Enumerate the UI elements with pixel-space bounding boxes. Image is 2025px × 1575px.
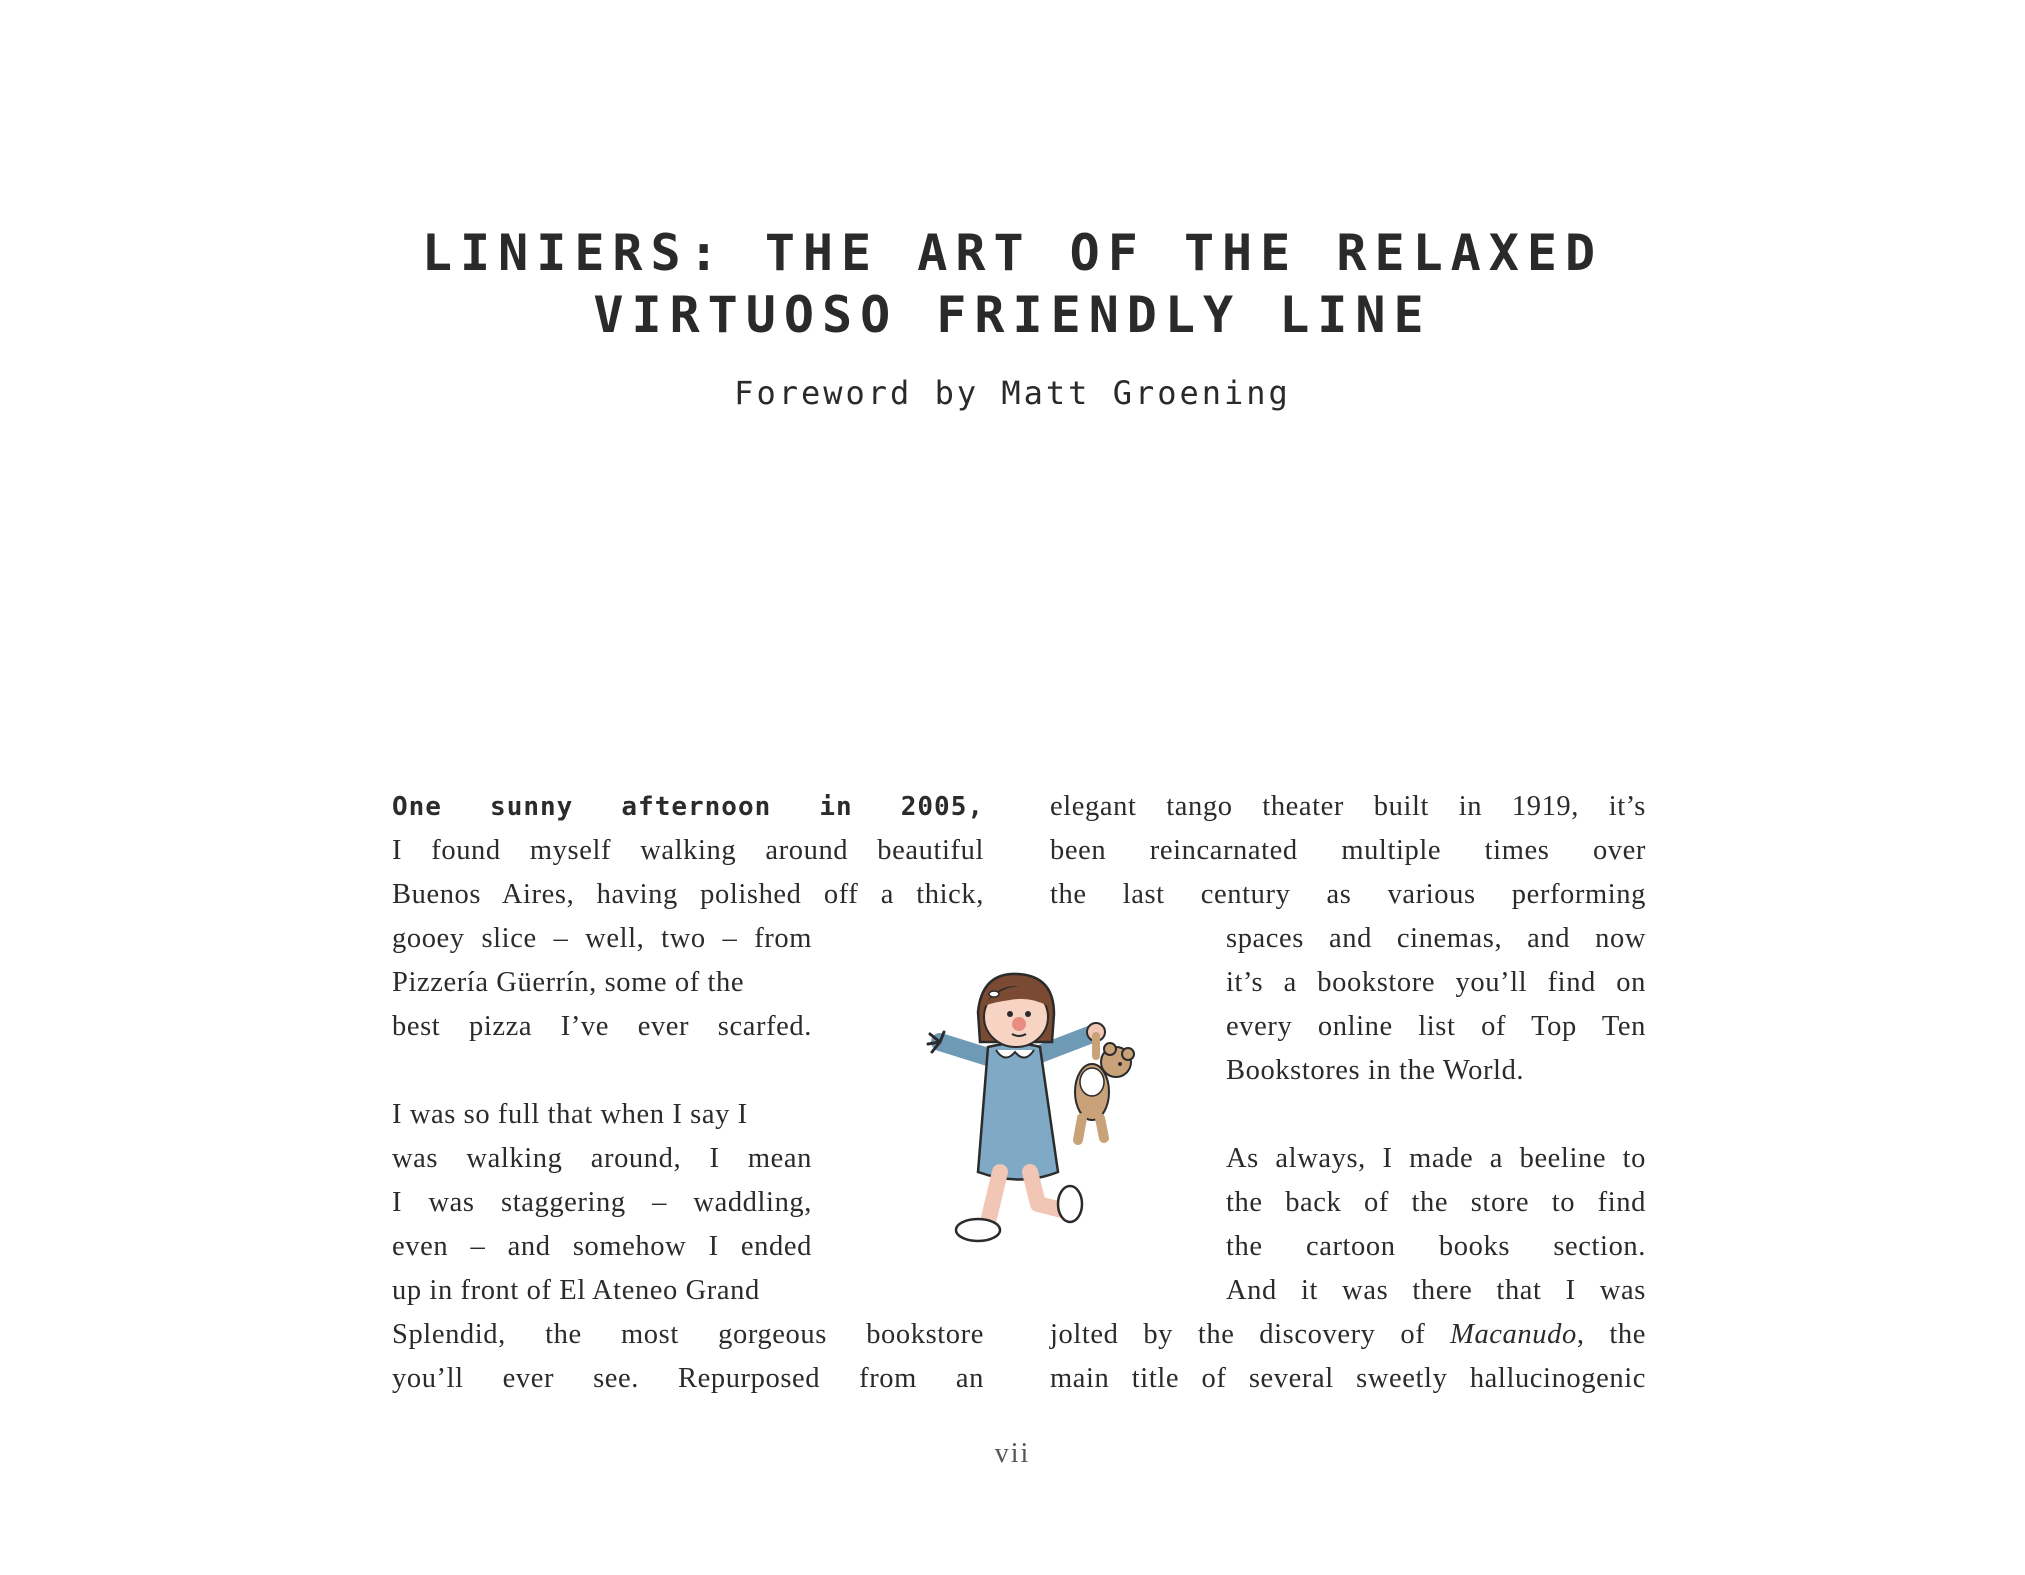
body-line: the last century as various performing: [1050, 879, 1646, 910]
body-line: the back of the store to find: [1226, 1187, 1646, 1218]
girl-dress: [978, 1044, 1058, 1180]
body-line: elegant tango theater built in 1919, it’s: [1050, 791, 1646, 822]
girl-left-shoe: [956, 1219, 1000, 1241]
body-line: best pizza I’ve ever scarfed.: [392, 1011, 812, 1042]
teddy-bear-legs: [1078, 1118, 1104, 1140]
body-line: I was so full that when I say I: [392, 1099, 748, 1130]
girl-left-leg: [988, 1172, 1000, 1222]
teddy-bear: [1075, 1036, 1134, 1140]
body-line: the cartoon books section.: [1226, 1231, 1646, 1262]
body-line: main title of several sweetly hallucinogenic: [1050, 1363, 1646, 1394]
body-line: was walking around, I mean: [392, 1143, 812, 1174]
lead-in-phrase: One sunny afternoon in 2005,: [392, 792, 984, 822]
body-line: I was staggering – waddling,: [392, 1187, 812, 1218]
chapter-title-line-2: VIRTUOSO FRIENDLY LINE: [593, 286, 1432, 344]
body-line: And it was there that I was: [1226, 1275, 1646, 1306]
page-number: vii: [994, 1438, 1031, 1469]
chapter-title: [0, 222, 2025, 346]
body-line: up in front of El Ateneo Grand: [392, 1275, 760, 1306]
foreword-byline: Foreword by Matt Groening: [734, 374, 1291, 412]
body-line: As always, I made a beeline to: [1226, 1143, 1646, 1174]
book-title-macanudo: Macanudo: [1450, 1319, 1577, 1350]
body-line: Buenos Aires, having polished off a thick,: [392, 879, 984, 910]
body-line: every online list of Top Ten: [1226, 1011, 1646, 1042]
body-line: it’s a bookstore you’ll find on: [1226, 967, 1646, 998]
girl-nose: [1012, 1017, 1026, 1031]
body-line: Bookstores in the World.: [1226, 1055, 1525, 1086]
girl-with-teddy-bear-illustration: [870, 972, 1190, 1262]
girl-left-arm: [940, 1042, 988, 1057]
body-line: Pizzería Güerrín, some of the: [392, 967, 745, 998]
body-line: spaces and cinemas, and now: [1226, 923, 1646, 954]
teddy-bear-ear: [1104, 1043, 1116, 1055]
girl-right-shoe: [1058, 1186, 1082, 1222]
teddy-bear-ear: [1122, 1048, 1134, 1060]
body-line: you’ll ever see. Repurposed from an: [392, 1363, 984, 1394]
body-line: I found myself walking around beautiful: [392, 835, 984, 866]
teddy-bear-eye: [1118, 1062, 1122, 1066]
girl-hair-clip: [989, 991, 999, 997]
teddy-bear-bib: [1080, 1068, 1104, 1096]
girl-left-eye: [1007, 1011, 1013, 1017]
body-line: been reincarnated multiple times over: [1050, 835, 1646, 866]
body-line: gooey slice – well, two – from: [392, 923, 812, 954]
chapter-title-line-1: LINIERS: THE ART OF THE RELAXED: [421, 224, 1604, 282]
body-text-run: , the: [1576, 1319, 1646, 1350]
body-line: Splendid, the most gorgeous bookstore: [392, 1319, 984, 1350]
body-text-run: jolted by the discovery of: [1050, 1319, 1451, 1350]
body-line-with-title: [1050, 1313, 1646, 1357]
girl-right-eye: [1025, 1011, 1031, 1017]
body-line: even – and somehow I ended: [392, 1231, 812, 1262]
